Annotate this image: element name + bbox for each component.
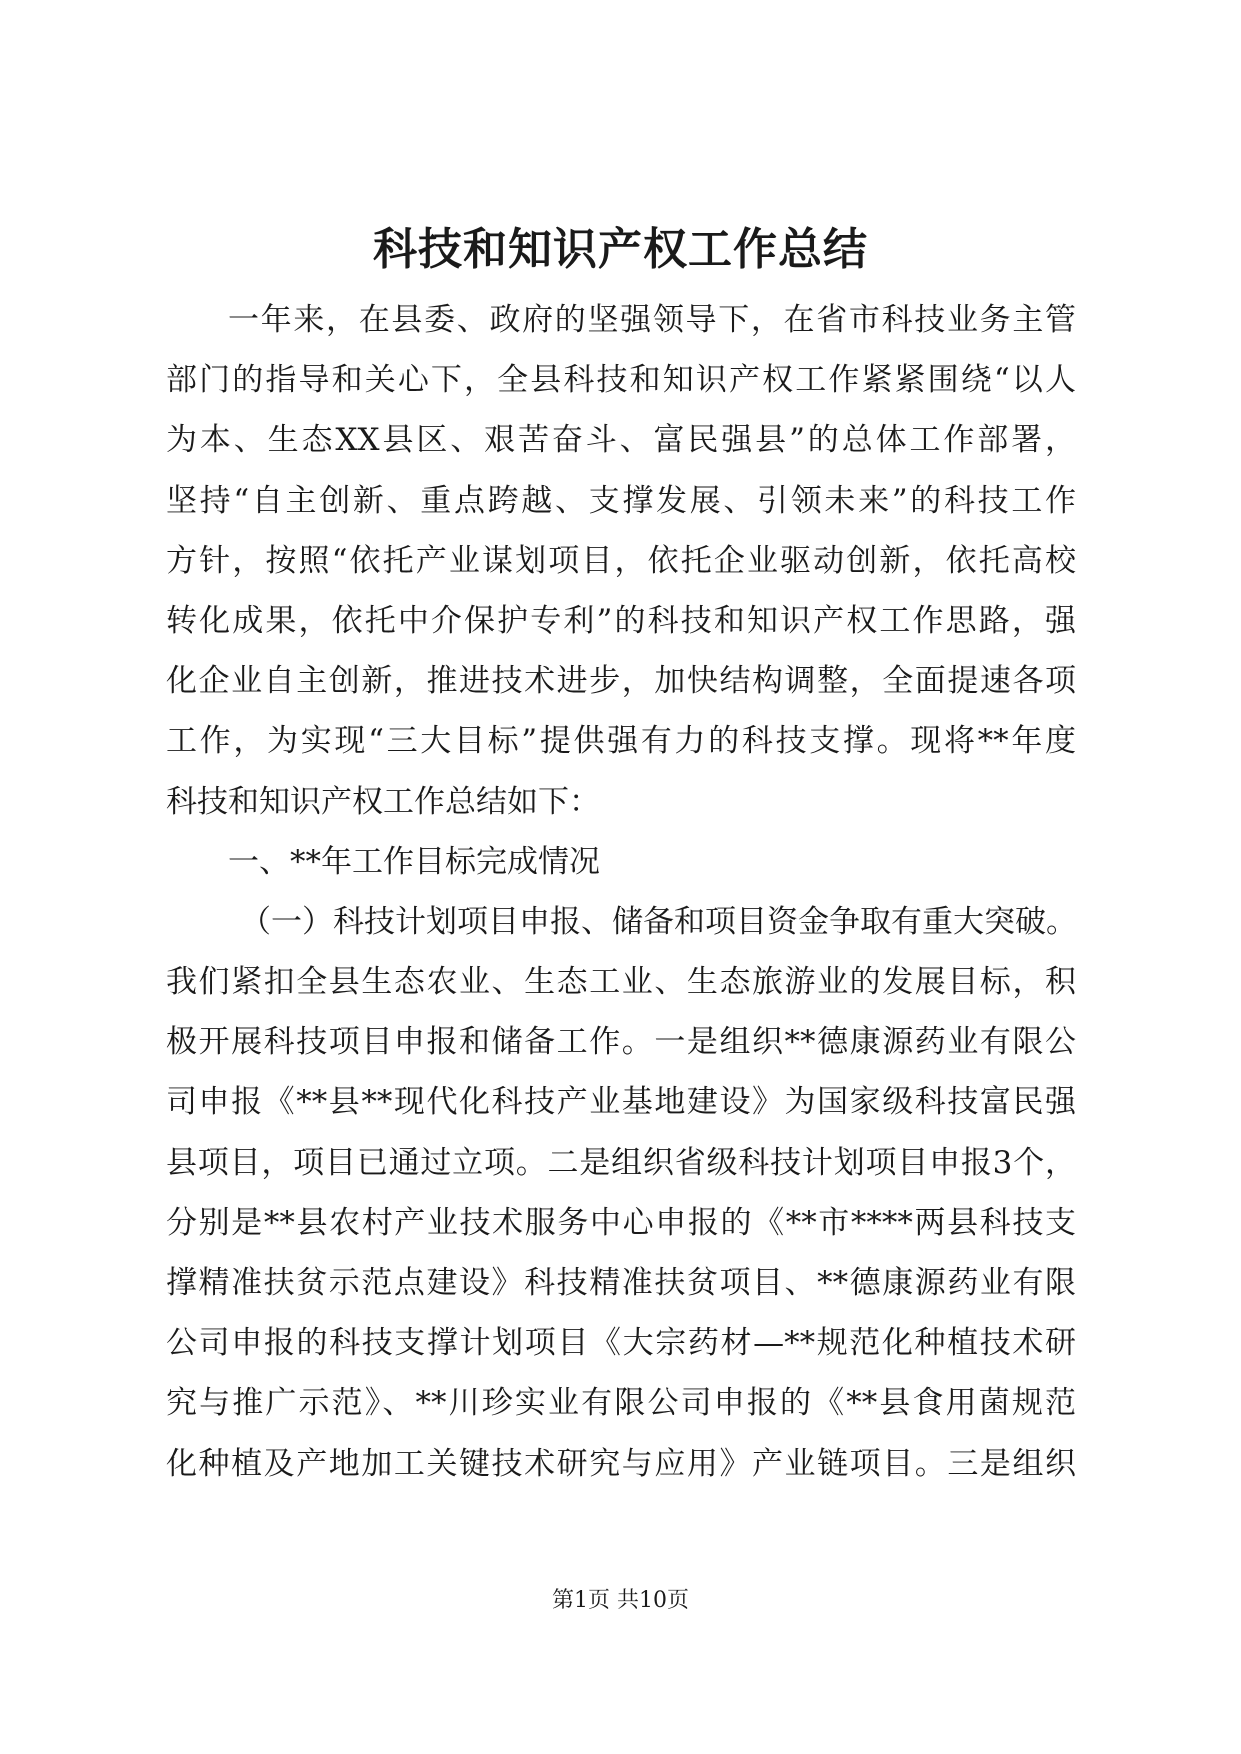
paragraph-line: 我们紧扣全县生态农业、生态工业、生态旅游业的发展目标，积	[166, 964, 1076, 1001]
paragraph-line: 坚持“自主创新、重点跨越、支撑发展、引领未来”的科技工作	[166, 482, 1076, 519]
paragraph-line: 撑精准扶贫示范点建设》科技精准扶贫项目、**德康源药业有限	[166, 1265, 1076, 1301]
paragraph-line: 极开展科技项目申报和储备工作。一是组织**德康源药业有限公	[166, 1024, 1076, 1061]
paragraph-line: 司申报《**县**现代化科技产业基地建设》为国家级科技富民强	[166, 1084, 1076, 1121]
paragraph-line: 工作，为实现“三大目标”提供强有力的科技支撑。现将**年度	[166, 723, 1076, 760]
paragraph-line: 化种植及产地加工关键技术研究与应用》产业链项目。三是组织	[166, 1445, 1076, 1482]
paragraph-line: 转化成果，依托中介保护专利”的科技和知识产权工作思路，强	[166, 602, 1076, 639]
paragraph-line: 方针，按照“依托产业谋划项目，依托企业驱动创新，依托高校	[166, 542, 1076, 579]
section-heading: 一、**年工作目标完成情况	[228, 843, 600, 880]
paragraph-line: 化企业自主创新，推进技术进步，加快结构调整，全面提速各项	[166, 663, 1076, 700]
paragraph-line: 究与推广示范》、**川珍实业有限公司申报的《**县食用菌规范	[166, 1385, 1076, 1422]
subsection-heading-line: （一）科技计划项目申报、储备和项目资金争取有重大突破。	[240, 903, 1077, 940]
page-number-footer: 第1页 共10页	[552, 1588, 689, 1613]
paragraph-line: 公司申报的科技支撑计划项目《大宗药材—**规范化种植技术研	[166, 1325, 1076, 1362]
paragraph-line: 部门的指导和关心下，全县科技和知识产权工作紧紧围绕“以人	[166, 362, 1076, 399]
paragraph-line: 县项目，项目已通过立项。二是组织省级科技计划项目申报3个，	[166, 1144, 1076, 1181]
document-body	[166, 290, 1076, 1494]
paragraph-line: 分别是**县农村产业技术服务中心申报的《**市****两县科技支	[166, 1204, 1076, 1241]
paragraph-line: 科技和知识产权工作总结如下：	[166, 783, 600, 820]
paragraph-line: 一年来，在县委、政府的坚强领导下，在省市科技业务主管	[228, 302, 1076, 338]
document-title: 科技和知识产权工作总结	[373, 224, 868, 275]
paragraph-line: 为本、生态XX县区、艰苦奋斗、富民强县”的总体工作部署，	[166, 422, 1076, 459]
